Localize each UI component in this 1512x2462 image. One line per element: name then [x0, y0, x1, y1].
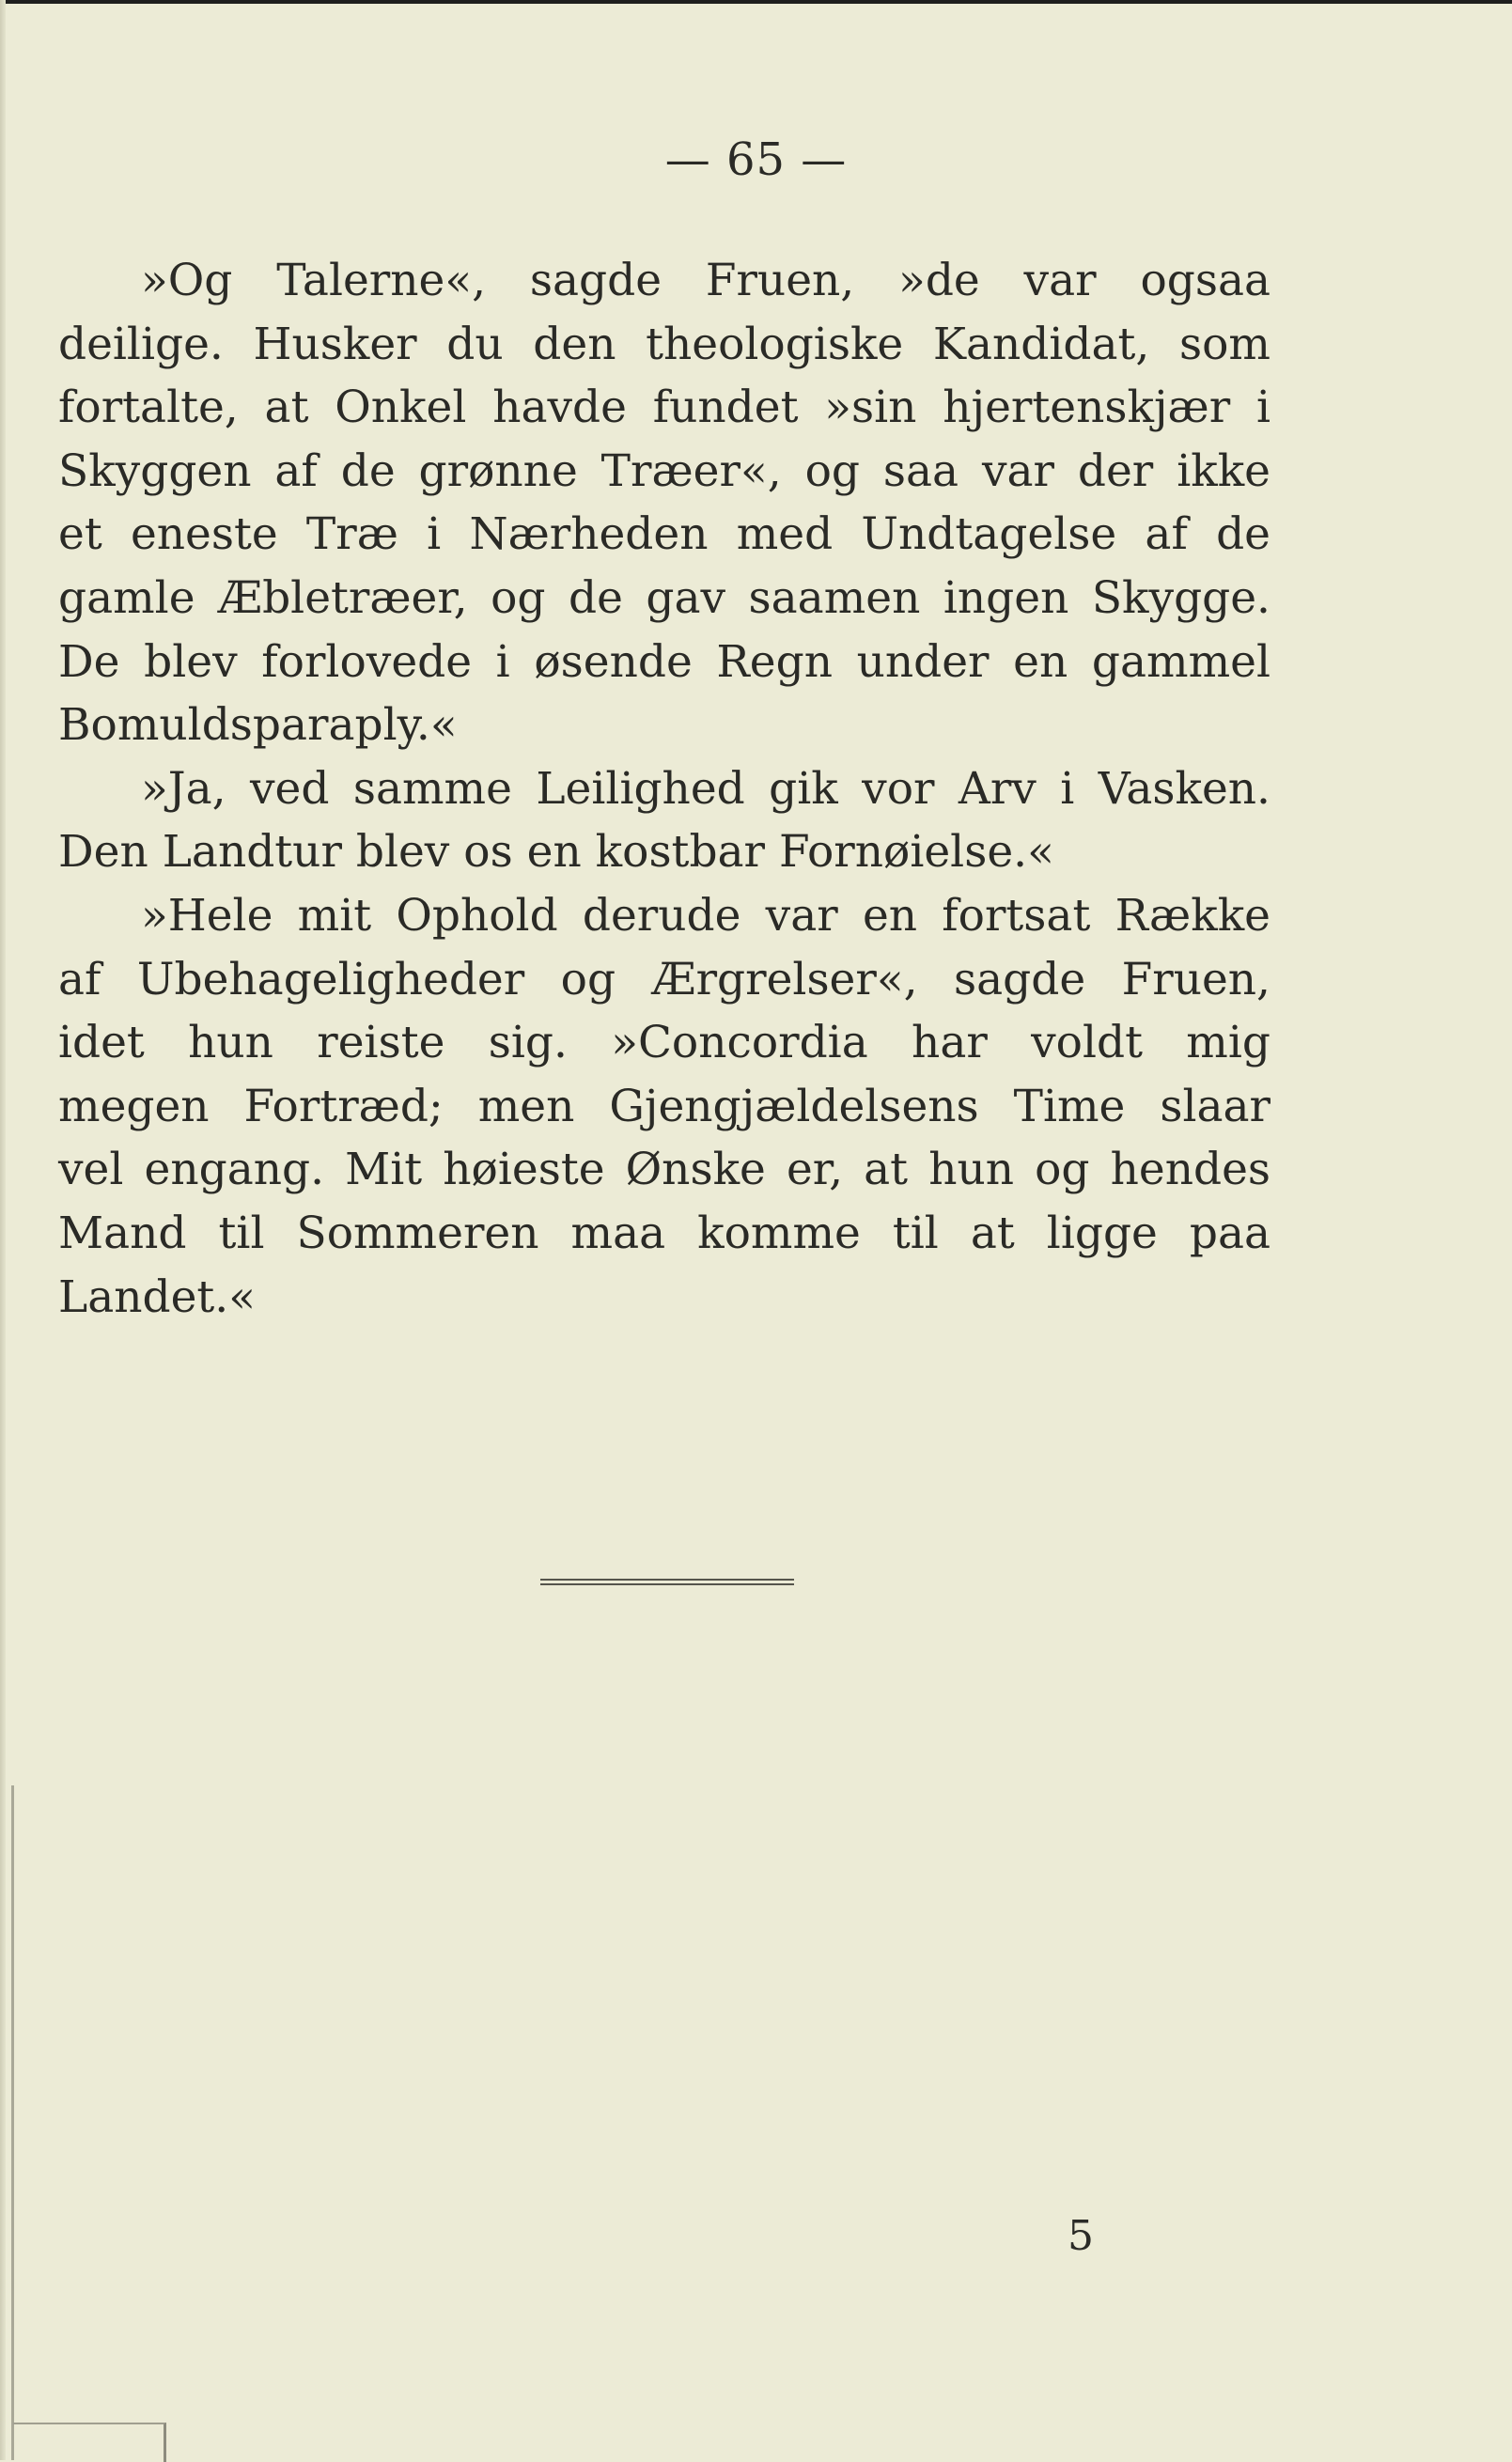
text-line: Landet.« [58, 1270, 256, 1323]
scan-top-border [0, 0, 1512, 4]
text-line: »Og Talerne«, sagde Fruen, »de var ogsaa [141, 255, 1270, 306]
scan-left-binding-line [11, 1785, 14, 2460]
text-line: gamle Æbletræer, og de gav saamen ingen Skygge. [58, 571, 1270, 624]
page-number: — 65 — [664, 133, 848, 186]
text-line: Skyggen af de grønne Træer«, og saa var der ikke [58, 444, 1270, 497]
text-line: »Hele mit Ophold derude var en fortsat Række [141, 889, 1270, 942]
scan-left-edge [0, 0, 6, 2460]
text-line: vel engang. Mit høieste Ønske er, at hun og hendes [58, 1144, 1270, 1196]
scan-bottom-tab [13, 2423, 166, 2462]
text-line: deilige. Husker du den theologiske Kandidat, som [58, 318, 1270, 370]
section-end-rule [540, 1579, 794, 1585]
text-line: fortalte, at Onkel havde fundet »sin hjertenskjær i [58, 382, 1270, 434]
text-line: »Ja, ved samme Leilighed gik vor Arv i Vasken. [141, 762, 1270, 815]
body-text [58, 249, 1270, 1329]
text-line: Bomuldsparaply.« [58, 699, 458, 752]
text-line: megen Fortræd; men Gjengjældelsens Time slaar [58, 1080, 1270, 1132]
text-line: Mand til Sommeren maa komme til at ligge paa [58, 1207, 1270, 1259]
signature-mark: 5 [1068, 2212, 1094, 2260]
text-line: De blev forlovede i øsende Regn under en gammel [58, 635, 1270, 688]
text-line: idet hun reiste sig. »Concordia har voldt mig [58, 1017, 1270, 1069]
text-line: af Ubehageligheder og Ærgrelser«, sagde Fruen, [58, 953, 1270, 1005]
text-line: et eneste Træ i Nærheden med Undtagelse af de [58, 508, 1270, 561]
text-line: Den Landtur blev os en kostbar Fornøielse.« [58, 826, 1054, 879]
